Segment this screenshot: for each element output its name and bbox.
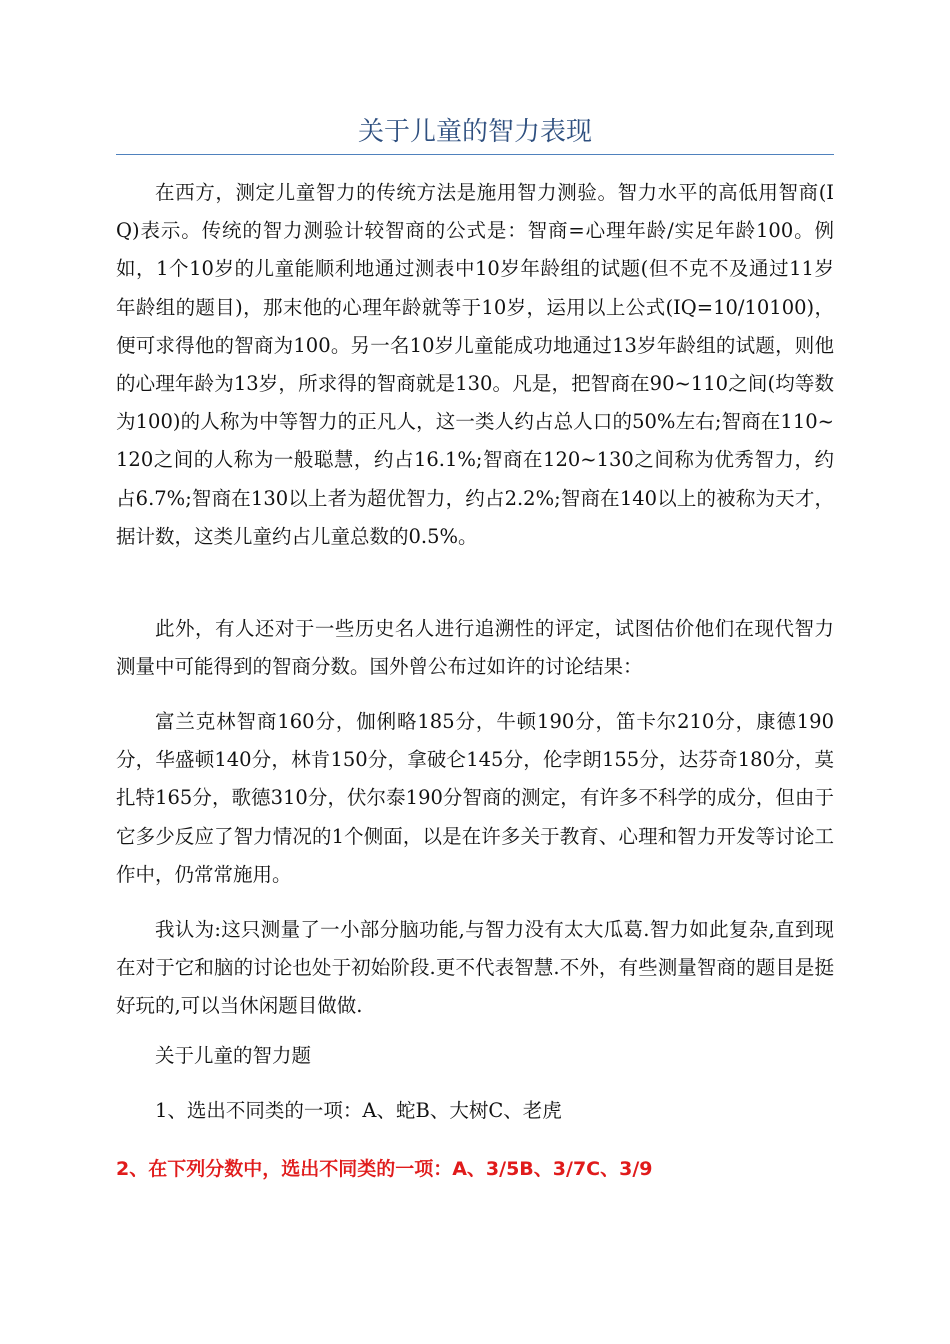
- title-underline: [116, 154, 834, 155]
- page-title: 关于儿童的智力表现: [357, 117, 592, 147]
- quiz-question-1: 1、选出不同类的一项：A、蛇B、大树C、老虎: [155, 1099, 562, 1122]
- author-opinion-paragraph: 我认为:这只测量了一小部分脑功能,与智力没有太大瓜葛.智力如此复杂,直到现在对于它和脑的讨论也处于初始阶段.更不代表智慧.不外，有些测量智商的题目是挺好玩的,可以当休闲题目做做.: [116, 918, 834, 1018]
- intro-paragraph: 在西方，测定儿童智力的传统方法是施用智力测验。智力水平的高低用智商(IQ)表示。传统的智力测验计较智商的公式是：智商=心理年龄/实足年龄100。例如，1个10岁的儿童能顺利地通过测表中10岁年龄组的试题(但不克不及通过11岁年龄组的题目)，那末他的心理年龄就等于10岁，运用以上公式(IQ=10/10100)，便可求得他的智商为100。另一名10岁儿童能成功地通过13岁年龄组的试题，则他的心理年龄为13岁，所求得的智商就是130。凡是，把智商在90~110之间(均等数为100)的人称为中等智力的正凡人，这一类人约占总人口的50%左右;智商在110~120之间的人称为一般聪慧，约占16.1%;智商在120~130之间称为优秀智力，约占6.7%;智商在130以上者为超优智力，约占2.2%;智商在140以上的被称为天才，据计数，这类儿童约占儿童总数的0.5%。: [116, 181, 834, 548]
- historical-figures-intro-paragraph: 此外，有人还对于一些历史名人进行追溯性的评定，试图估价他们在现代智力测量中可能得到的智商分数。国外曾公布过如许的讨论结果：: [116, 617, 834, 679]
- quiz-section-heading: 关于儿童的智力题: [155, 1044, 312, 1067]
- quiz-question-2-highlighted: 2、在下列分数中，选出不同类的一项：A、3/5B、3/7C、3/9: [116, 1158, 653, 1180]
- historical-iq-scores-paragraph: 富兰克林智商160分，伽俐略185分，牛顿190分，笛卡尔210分，康德190分，华盛顿140分，林肯150分，拿破仑145分，伦孛朗155分，达芬奇180分，莫扎特165分，歌德310分，伏尔泰190分智商的测定，有许多不科学的成分，但由于它多少反应了智力情况的1个侧面，以是在许多关于教育、心理和智力开发等讨论工作中，仍常常施用。: [116, 710, 834, 886]
